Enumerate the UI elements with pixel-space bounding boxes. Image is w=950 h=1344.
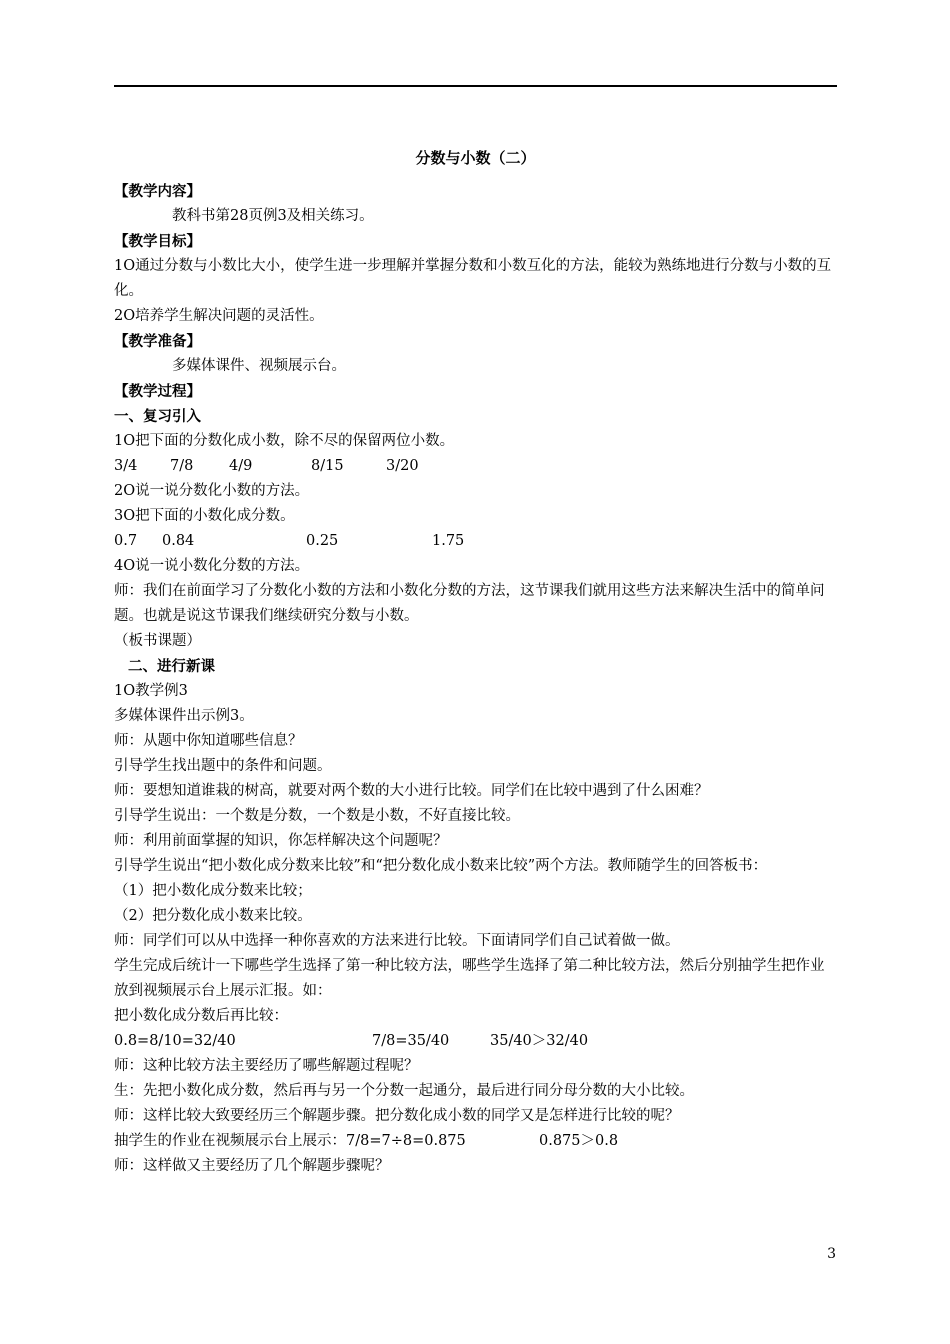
paragraph: 学生完成后统计一下哪些学生选择了第一种比较方法，哪些学生选择了第二种比较方法，然后分别抽学生把作业放到视频展示台上展示汇报。如：	[114, 958, 825, 999]
section-heading-prep: 【教学准备】	[114, 333, 201, 350]
part-heading-review: 一、复习引入	[114, 408, 201, 425]
fraction-list	[114, 454, 837, 479]
calculation-row	[114, 1129, 837, 1154]
paragraph: 2O说一说分数化小数的方法。	[114, 483, 310, 499]
paragraph: 多媒体课件出示例3。	[114, 708, 254, 724]
paragraph: 多媒体课件、视频展示台。	[172, 358, 346, 374]
decimal-item: 0.7	[114, 533, 138, 549]
calculation-item: 0.875＞0.8	[539, 1133, 619, 1149]
section-heading-goal: 【教学目标】	[114, 233, 201, 250]
decimal-list	[114, 529, 837, 554]
paragraph: （1）把小数化成分数来比较；	[114, 883, 312, 899]
paragraph: 教科书第28页例3及相关练习。	[172, 208, 374, 224]
paragraph: （2）把分数化成小数来比较。	[114, 908, 312, 924]
paragraph: 师：我们在前面学习了分数化小数的方法和小数化分数的方法，这节课我们就用这些方法来解决生活中的简单问题。也就是说这节课我们继续研究分数与小数。	[114, 583, 825, 624]
paragraph: 2O培养学生解决问题的灵活性。	[114, 308, 324, 324]
paragraph: 1O教学例3	[114, 683, 188, 699]
section-heading-content: 【教学内容】	[114, 183, 201, 200]
decimal-item: 1.75	[432, 533, 465, 549]
fraction-item: 3/4	[114, 458, 138, 474]
paragraph: 师：利用前面掌握的知识，你怎样解决这个问题呢？	[114, 833, 448, 849]
calculation-item: 0.8=8/10=32/40	[114, 1033, 236, 1049]
calculation-item: 35/40＞32/40	[490, 1033, 589, 1049]
fraction-item: 4/9	[229, 458, 253, 474]
fraction-item: 3/20	[386, 458, 419, 474]
part-heading-new: 二、进行新课	[128, 658, 215, 675]
paragraph: 师：这样做又主要经历了几个解题步骤呢？	[114, 1158, 390, 1174]
paragraph: 引导学生找出题中的条件和问题。	[114, 758, 332, 774]
paragraph: 师：这样比较大致要经历三个解题步骤。把分数化成小数的同学又是怎样进行比较的呢？	[114, 1108, 680, 1124]
document-title: 分数与小数（二）	[415, 149, 536, 167]
header-rule	[114, 85, 837, 87]
fraction-item: 8/15	[311, 458, 344, 474]
calculation-item: 抽学生的作业在视频展示台上展示：7/8=7÷8=0.875	[114, 1133, 466, 1149]
paragraph: 生：先把小数化成分数，然后再与另一个分数一起通分，最后进行同分母分数的大小比较。	[114, 1083, 694, 1099]
paragraph: 1O通过分数与小数比大小，使学生进一步理解并掌握分数和小数互化的方法，能较为熟练地进行分数与小数的互化。	[114, 258, 832, 299]
fraction-item: 7/8	[170, 458, 194, 474]
paragraph: 引导学生说出：一个数是分数，一个数是小数，不好直接比较。	[114, 808, 520, 824]
paragraph: 师：从题中你知道哪些信息？	[114, 733, 303, 749]
paragraph: 师：要想知道谁栽的树高，就要对两个数的大小进行比较。同学们在比较中遇到了什么困难？	[114, 783, 709, 799]
paragraph: （板书课题）	[114, 633, 201, 649]
calculation-item: 7/8=35/40	[372, 1033, 450, 1049]
section-heading-process: 【教学过程】	[114, 383, 201, 400]
calculation-row	[114, 1029, 837, 1054]
paragraph: 1O把下面的分数化成小数，除不尽的保留两位小数。	[114, 433, 455, 449]
paragraph: 引导学生说出“把小数化成分数来比较”和“把分数化成小数来比较”两个方法。教师随学生的回答板书：	[114, 858, 768, 874]
decimal-item: 0.25	[306, 533, 339, 549]
paragraph: 4O说一说小数化分数的方法。	[114, 558, 310, 574]
document-body	[114, 146, 837, 1179]
paragraph: 3O把下面的小数化成分数。	[114, 508, 295, 524]
paragraph: 师：这种比较方法主要经历了哪些解题过程呢？	[114, 1058, 419, 1074]
paragraph: 把小数化成分数后再比较：	[114, 1008, 288, 1024]
decimal-item: 0.84	[162, 533, 195, 549]
paragraph: 师：同学们可以从中选择一种你喜欢的方法来进行比较。下面请同学们自己试着做一做。	[114, 933, 680, 949]
page-number: 3	[827, 1246, 836, 1262]
